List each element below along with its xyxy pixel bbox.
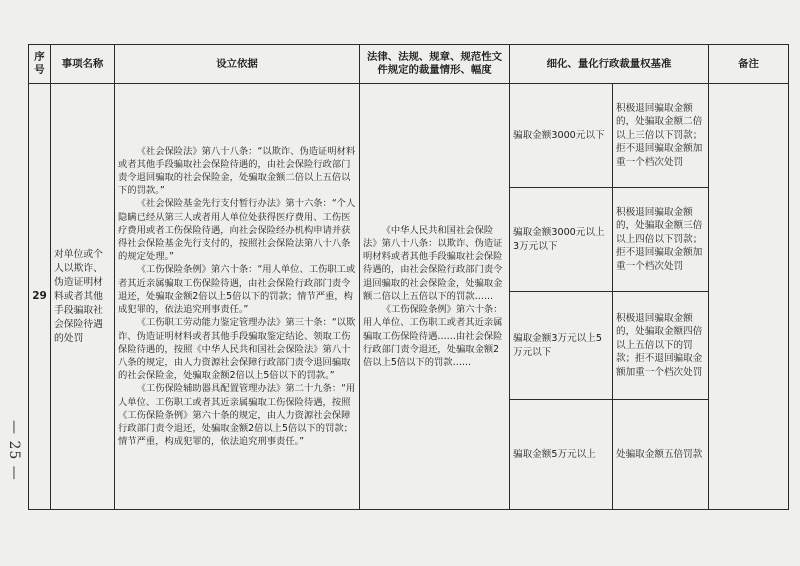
basis-paragraph: 《社会保险基金先行支付暂行办法》第十六条：“个人隐瞒已经从第三人或者用人单位处获得医疗费用、工伤医疗费用或者工伤保险待遇，向社会保险经办机构申请并获得社会保险基金先行支付的，按照社会保险法第八十八条的规定处理。” — [118, 198, 356, 263]
page-number: — 25 — — [6, 420, 22, 481]
basis-paragraph: 《工伤职工劳动能力鉴定管理办法》第三十条：“以欺诈、伪造证明材料或者其他手段骗取鉴定结论、领取工伤保险待遇的，按照《中华人民共和国社会保险法》第八十八条的规定，由人力资源社会保障行政部门责令退回骗取的社会保险金，处骗取金额2倍以上5倍以下的罚款。” — [118, 317, 356, 382]
tier-standard: 积极退回骗取金额的，处骗取金额三倍以上四倍以下罚款；拒不退回骗取金额加重一个档次处罚 — [613, 188, 709, 292]
item-name: 对单位或个人以欺诈、伪造证明材料或者其他手段骗取社会保险待遇的处罚 — [51, 84, 115, 510]
basis-paragraph: 《工伤保险条例》第六十条：“用人单位、工伤职工或者其近亲属骗取工伤保险待遇，由社会保险行政部门责令退还，处骗取金额2倍以上5倍以下的罚款；情节严重，构成犯罪的，依法追究刑事责任。” — [118, 264, 356, 316]
header-no: 序号 — [29, 45, 51, 84]
tier-standard: 积极退回骗取金额的，处骗取金额二倍以上三倍以下罚款；拒不退回骗取金额加重一个档次处罚 — [613, 84, 709, 188]
note-cell — [709, 84, 789, 510]
legal-basis-cell — [115, 84, 360, 510]
tier-standard: 积极退回骗取金额的，处骗取金额四倍以上五倍以下的罚款；拒不退回骗取金额加重一个档次处罚 — [613, 292, 709, 400]
header-law: 法律、法规、规章、规范性文件规定的裁量情形、幅度 — [360, 45, 510, 84]
tier-detail: 骗取金额3000元以下 — [510, 84, 613, 188]
header-basis: 设立依据 — [115, 45, 360, 84]
table-row — [29, 84, 789, 188]
row-number: 29 — [29, 84, 51, 510]
law-paragraph: 《中华人民共和国社会保险法》第八十八条：以欺诈、伪造证明材料或者其他手段骗取社会保险待遇的，由社会保险行政部门责令退回骗取的社会保险金，处骗取金额二倍以上五倍以下的罚款…… — [363, 224, 503, 302]
basis-paragraph: 《社会保险法》第八十八条：“以欺诈、伪造证明材料或者其他手段骗取社会保险待遇的，由社会保险行政部门责令退回骗取的社会保险金，处骗取金额二倍以上五倍以下的罚款。” — [118, 145, 356, 197]
tier-standard: 处骗取金额五倍罚款 — [613, 400, 709, 510]
law-scope-cell — [360, 84, 510, 510]
header-row — [29, 45, 789, 84]
law-paragraph: 《工伤保险条例》第六十条：用人单位、工伤职工或者其近亲属骗取工伤保险待遇……由社会保险行政部门责令退还，处骗取金额2倍以上5倍以下的罚款…… — [363, 304, 503, 368]
tier-detail: 骗取金额3000元以上3万元以下 — [510, 188, 613, 292]
tier-detail: 骗取金额5万元以上 — [510, 400, 613, 510]
header-detail: 细化、量化行政裁量权基准 — [510, 45, 709, 84]
header-note: 备注 — [709, 45, 789, 84]
basis-paragraph: 《工伤保险辅助器具配置管理办法》第二十九条：“用人单位、工伤职工或者其近亲属骗取工伤保险待遇，按照《工伤保险条例》第六十条的规定，由人力资源社会保障行政部门责令退还，处骗取金额2倍以上5倍以下的罚款；情节严重，构成犯罪的，依法追究刑事责任。” — [118, 383, 356, 448]
header-name: 事项名称 — [51, 45, 115, 84]
tier-detail: 骗取金额3万元以上5万元以下 — [510, 292, 613, 400]
discretion-table — [28, 44, 789, 510]
